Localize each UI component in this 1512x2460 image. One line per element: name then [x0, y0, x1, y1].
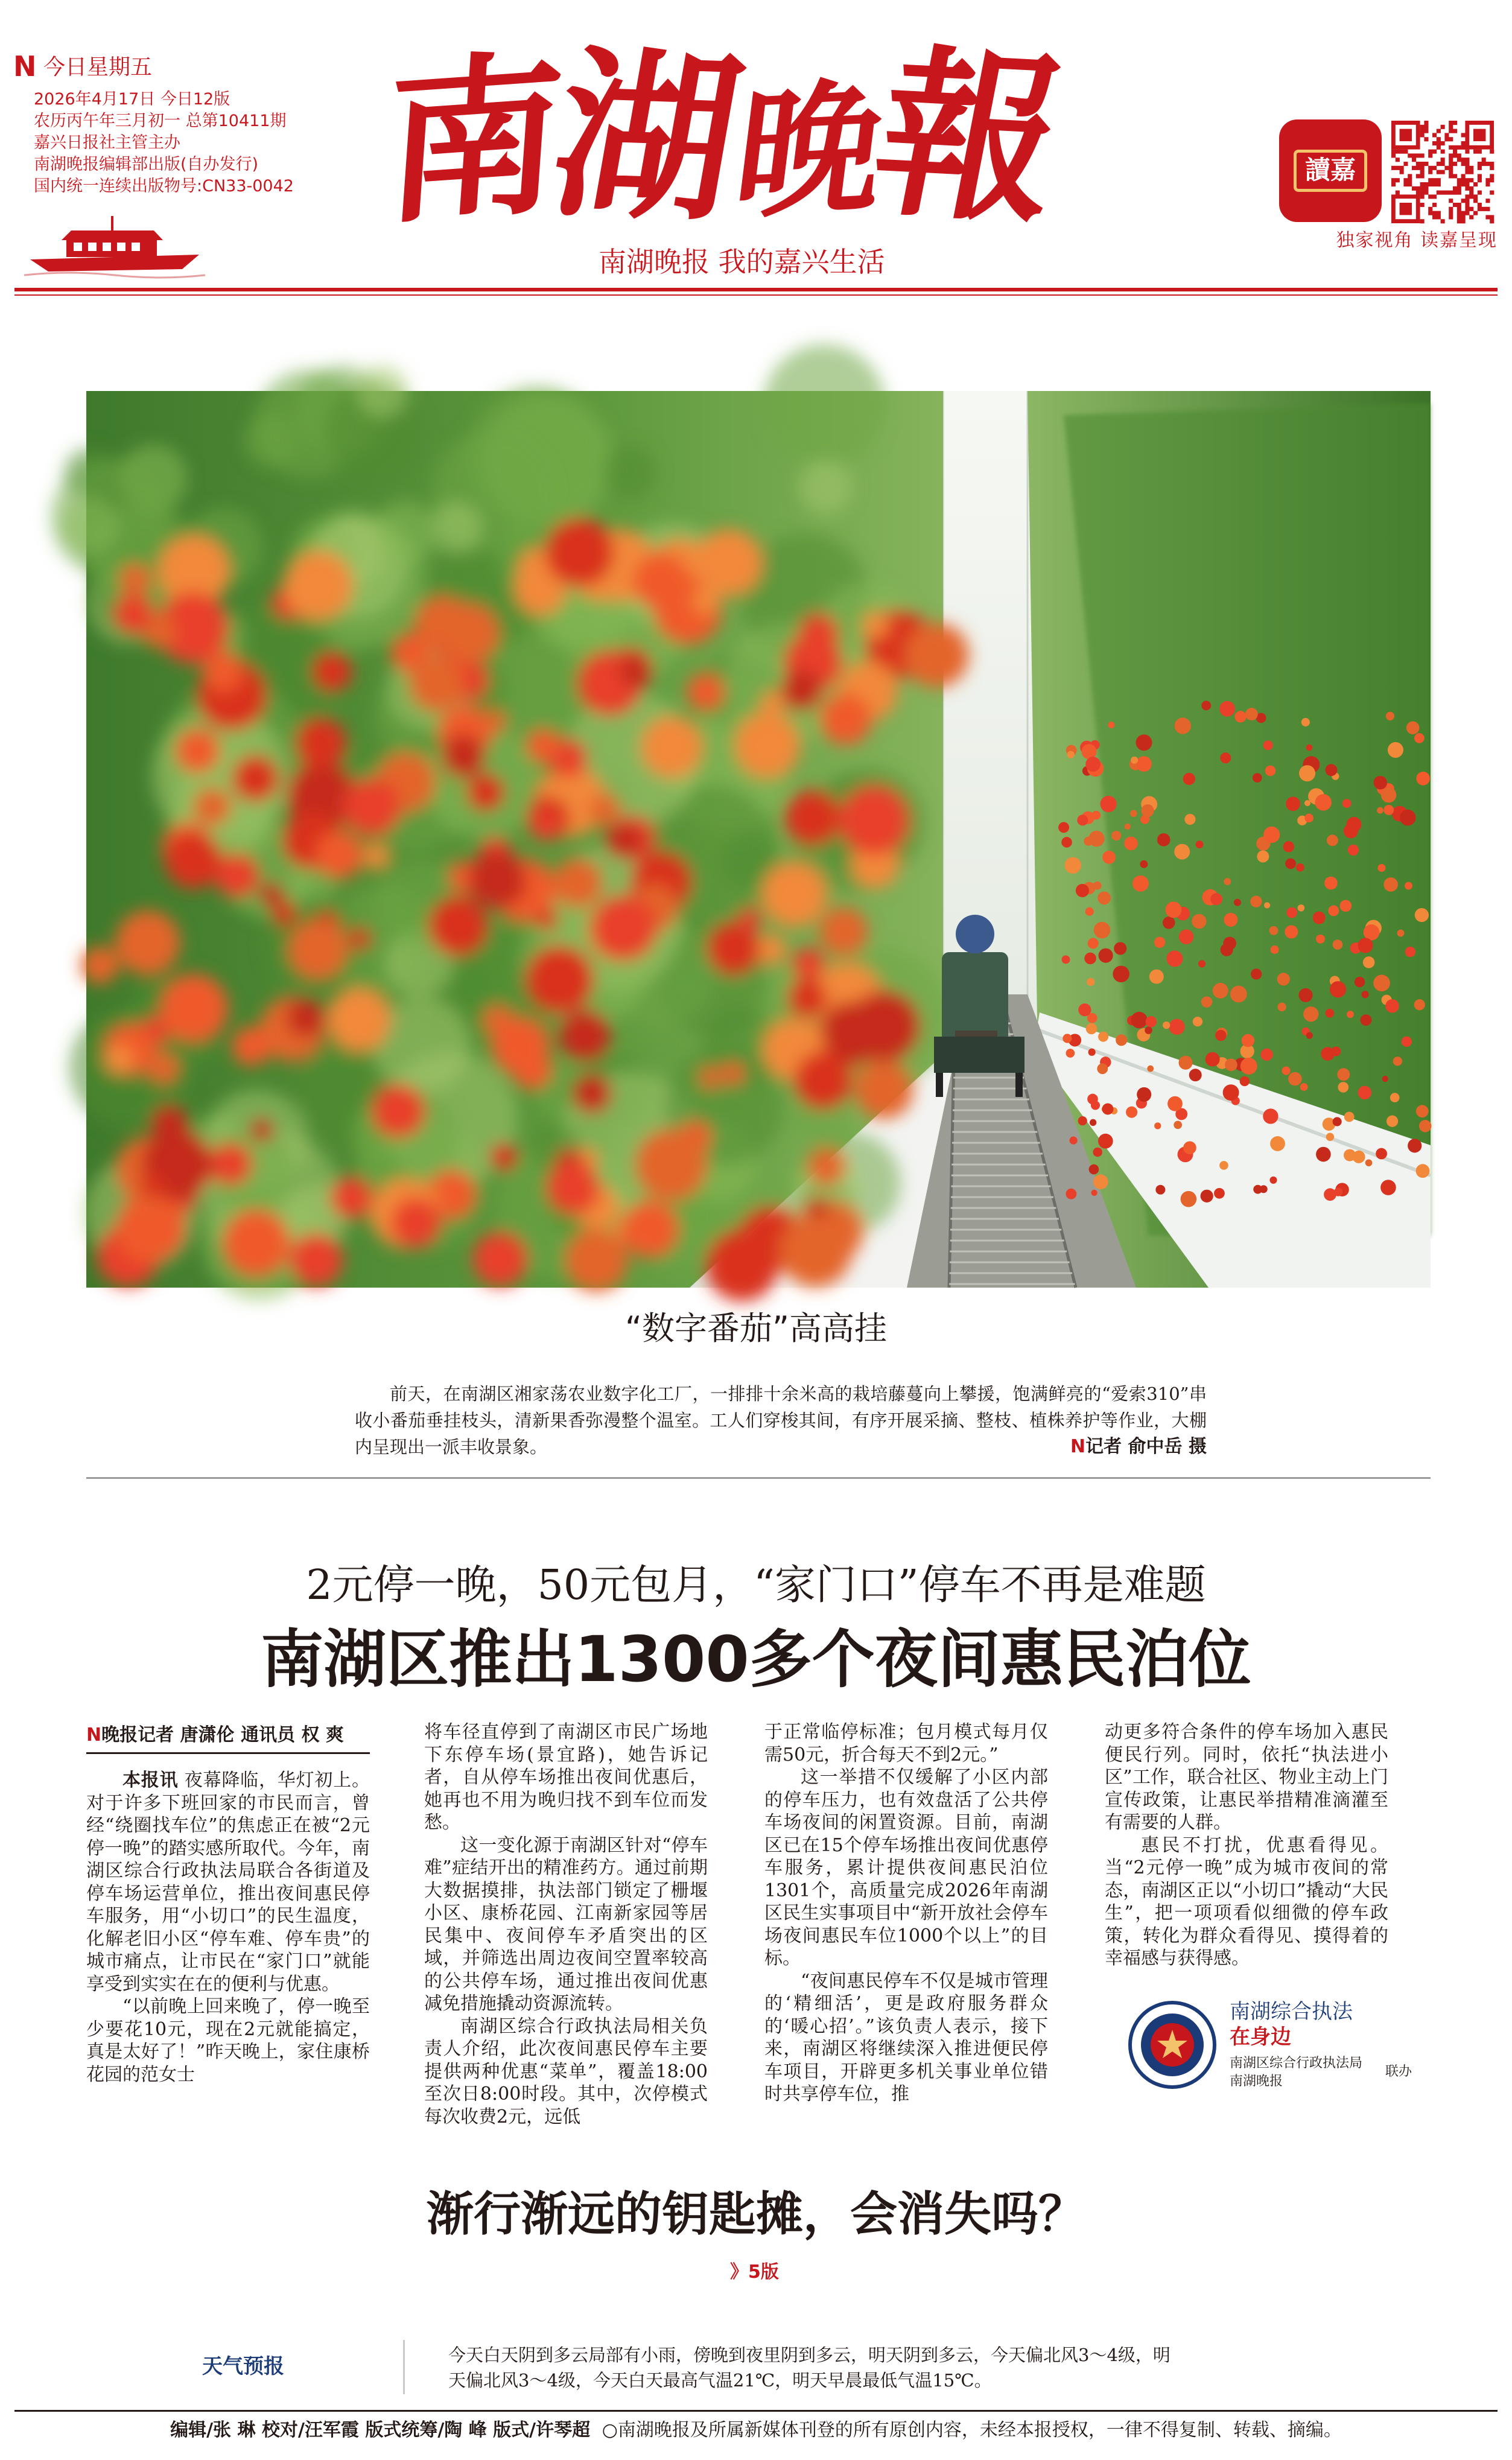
weather-divider: [403, 2340, 405, 2394]
footer-rule: [14, 2410, 1498, 2412]
footer-notice-mark: ○: [602, 2420, 618, 2441]
paragraph: 这一举措不仅缓解了小区内部的停车压力，也有效盘活了公共停车场夜间的闲置资源。目前，南湖区已在15个停车场推出夜间优惠停车服务，累计提供夜间惠民泊位1301个，高质量完成2026年南湖区民生实事项目中“新开放社会停车场夜间惠民车位1000个以上”的目标。: [764, 1767, 1048, 1969]
teaser-headline[interactable]: 渐行渐远的钥匙摊，会消失吗？: [426, 2187, 1085, 2242]
partner-box: [1127, 1997, 1429, 2106]
footer: [0, 2418, 1512, 2443]
edition-mark: N: [13, 50, 37, 83]
qr-caption: 独家视角 读嘉呈现: [1336, 230, 1498, 251]
info-line-4: 南湖晚报编辑部出版(自办发行): [34, 155, 259, 174]
byline-rule: [86, 1752, 370, 1754]
date-line: 今日星期五: [43, 55, 153, 80]
info-line-5: 国内统一连续出版物号:CN33-0042: [34, 177, 294, 195]
paragraph: “夜间惠民停车不仅是城市管理的‘精细活’，更是政府服务群众的‘暖心招’。”该负责人表示，接下来，南湖区将继续深入推进便民停车项目，开辟更多机关事业单位错时共享停车位，推: [764, 1970, 1048, 2105]
title-char-4: 報: [859, 26, 1079, 249]
article-byline: [86, 1724, 370, 1746]
weather-label: 天气预报: [202, 2354, 284, 2379]
paragraph: 本报讯 夜幕降临，华灯初上。对于许多下班回家的市民而言，曾经“绕圈找车位”的焦虑正在被“2元停一晚”的踏实感所取代。今年，南湖区综合行政执法局联合各街道及停车场运营单位，推出夜间惠民停车服务，用“小切口”的民生温度，化解老旧小区“停车难、停车贵”的城市痛点，让市民在“家门口”就能享受到实实在在的便利与优惠。: [86, 1770, 370, 1995]
paragraph: 南湖区综合行政执法局相关负责人介绍，此次夜间惠民停车主要提供两种优惠“菜单”，覆盖18:00至次日8:00时段。其中，次停模式每次收费2元，远低: [424, 2015, 708, 2128]
paragraph: 惠民不打扰，优惠看得见。当“2元停一晚”成为城市夜间的常态，南湖区正以“小切口”撬动“大民生”，把一项项看似细微的停车政策，转化为群众看得见、摸得着的幸福感与获得感。: [1105, 1834, 1388, 1969]
red-boat-icon: [24, 212, 205, 280]
title-char-2: 湖: [538, 27, 756, 247]
weather-line-2: 天偏北风3～4级，今天白天最高气温21℃，明天早晨最低气温15℃。: [448, 2370, 992, 2391]
paragraph: 于正常临停标准；包月模式每月仅需50元，折合每天不到2元。”: [764, 1721, 1048, 1766]
footer-credits: 编辑/张 琳 校对/汪军霞 版式统筹/陶 峰 版式/许琴超: [170, 2420, 591, 2441]
newspaper-title: [378, 26, 1140, 249]
article-column-4: [1105, 1721, 1388, 1986]
paragraph: 这一变化源于南湖区针对“停车难”症结开出的精准药方。通过前期大数据摸排，执法部门锁定了栅堰小区、康桥花园、江南新家园等居民集中、夜间停车矛盾突出的区域，并筛选出周边夜间空置率较高的公共停车场，通过推出夜间优惠减免措施撬动资源流转。: [424, 1834, 708, 2014]
partner-title: 南湖综合执法: [1230, 2000, 1353, 2024]
title-char-3: 晚: [726, 61, 894, 240]
article-column-1: [86, 1769, 370, 2107]
weather-box: [86, 2336, 1431, 2398]
title-char-1: 南: [378, 31, 570, 249]
paragraph: 将车径直停到了南湖区市民广场地下东停车场(景宜路)，她告诉记者，自从停车场推出夜间优惠后，她再也不用为晚归找不到车位而发愁。: [424, 1721, 708, 1833]
partner-org-2: 南湖晚报: [1230, 2074, 1283, 2089]
partner-tag: 在身边: [1230, 2025, 1291, 2049]
info-line-1: 2026年4月17日 今日12版: [34, 90, 230, 109]
weather-line-1: 今天白天阴到多云局部有小雨，傍晚到夜里阴到多云，明天阴到多云，今天偏北风3～4级，明: [448, 2345, 1171, 2365]
paragraph: “以前晚上回来晚了，停一晚至少要花10元，现在2元就能搞定，真是太好了！”昨天晚上，家住康桥花园的范女士: [86, 1996, 370, 2085]
article-subhead: 2元停一晚，50元包月，“家门口”停车不再是难题: [306, 1562, 1206, 1609]
info-line-3: 嘉兴日报社主管主办: [34, 133, 180, 152]
teaser-arrow-icon: 》: [730, 2261, 748, 2283]
byline-mark: N: [86, 1724, 102, 1746]
app-badge[interactable]: [1279, 119, 1382, 222]
paragraph: 动更多符合条件的停车场加入惠民便民行列。同时，依托“执法进小区”工作，联合社区、物业主动上门宣传政策，让惠民举措精准滴灌至有需要的人群。: [1105, 1721, 1388, 1833]
article-column-2: [424, 1721, 708, 2128]
greenhouse-photo: [86, 391, 1431, 1288]
info-line-2: 农历丙午年三月初一 总第10411期: [34, 112, 287, 130]
article-column-3: [764, 1721, 1048, 2107]
dateline: 本报讯: [122, 1770, 179, 1791]
footer-notice: 南湖晚报及所属新媒体刊登的所有原创内容，未经本报授权，一律不得复制、转载、摘编。: [617, 2420, 1342, 2441]
teaser-page-ref[interactable]: [730, 2261, 802, 2283]
app-badge-text: 讀嘉: [1304, 155, 1356, 185]
teaser-page-ref-text: 5版: [748, 2261, 779, 2283]
photo-credit-mark: N: [1070, 1436, 1086, 1457]
masthead-slogan: 南湖晚报 我的嘉兴生活: [599, 246, 885, 278]
photo-credit: [1050, 1434, 1207, 1460]
photo-credit-text: 记者 俞中岳 摄: [1085, 1436, 1207, 1457]
partner-org: 南湖区综合行政执法局: [1230, 2056, 1363, 2071]
qr-code-icon[interactable]: [1391, 121, 1494, 223]
photo-caption-text: 前天，在南湖区湘家荡农业数字化工厂，一排排十余米高的栽培藤蔓向上攀援，饱满鲜亮的“爱索310”串收小番茄垂挂枝头，清新果香弥漫整个温室。工人们穿梭其间，有序开展采摘、整枝、植株养护等作业，大棚内呈现出一派丰收景象。: [355, 1384, 1207, 1457]
article-headline: 南湖区推出1300多个夜间惠民泊位: [261, 1623, 1251, 1696]
masthead-rule-thin: [14, 294, 1498, 296]
byline-text: 晚报记者 唐潇伦 通讯员 权 爽: [101, 1724, 344, 1746]
enforcement-emblem-icon: [1127, 2000, 1218, 2090]
feature-photo: [86, 391, 1431, 1288]
partner-joint: 联办: [1385, 2064, 1412, 2079]
photo-title: “数字番茄”高高挂: [625, 1309, 887, 1347]
section-divider: [86, 1477, 1431, 1479]
masthead-rule: [14, 288, 1498, 291]
